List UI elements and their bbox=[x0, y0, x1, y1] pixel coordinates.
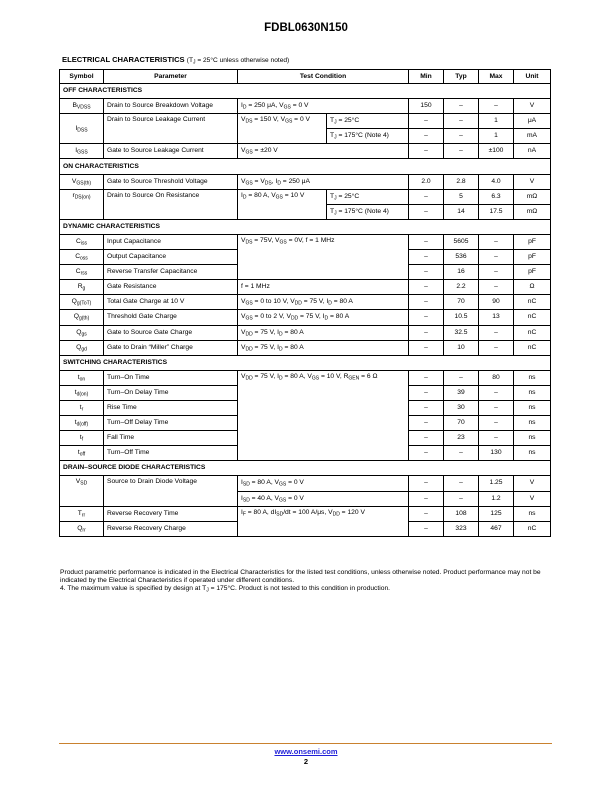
section-diode: DRAIN–SOURCE DIODE CHARACTERISTICS bbox=[60, 461, 551, 476]
cell-unit: pF bbox=[514, 265, 551, 280]
cell-symbol: $Q_{g(th)}$ bbox=[60, 310, 104, 325]
cell-symbol: $Q_{rr}$ bbox=[60, 521, 104, 536]
cell-unit: ns bbox=[514, 446, 551, 461]
cell-max: 1.25 bbox=[479, 476, 514, 491]
table-row bbox=[60, 506, 551, 521]
table-row bbox=[60, 144, 551, 159]
cell-max: – bbox=[479, 265, 514, 280]
cell-min: – bbox=[409, 506, 444, 521]
cell-condition: $V_{GS} = 0$ to 2 V, $V_{DD} = 75$ V, $I_D = 80$ A bbox=[238, 310, 409, 325]
cell-max: 130 bbox=[479, 446, 514, 461]
cell-parameter: Reverse Recovery Time bbox=[104, 506, 238, 521]
cell-unit: nC bbox=[514, 295, 551, 310]
cell-min: – bbox=[409, 295, 444, 310]
col-header-unit: Unit bbox=[514, 70, 551, 84]
cell-max: 1 bbox=[479, 114, 514, 129]
table-row bbox=[60, 114, 551, 129]
footer-divider bbox=[59, 743, 552, 744]
cell-symbol: $Q_{gd}$ bbox=[60, 340, 104, 355]
cell-condition: $V_{DS} = 150$ V, $V_{GS} = 0$ V bbox=[238, 114, 327, 144]
cell-symbol: $Q_{gs}$ bbox=[60, 325, 104, 340]
cell-min: – bbox=[409, 265, 444, 280]
cell-min: – bbox=[409, 204, 444, 219]
cell-symbol: $t_f$ bbox=[60, 431, 104, 446]
cell-condition: $V_{DS} = 75V$, $V_{GS} = 0V$, f = 1 MHz bbox=[238, 234, 409, 279]
cell-unit: ns bbox=[514, 431, 551, 446]
cell-unit: mΩ bbox=[514, 189, 551, 204]
table-row bbox=[60, 476, 551, 491]
cell-parameter: Drain to Source On Resistance bbox=[104, 189, 238, 219]
cell-parameter: Turn–On Delay Time bbox=[104, 385, 238, 400]
cell-symbol: $t_{d(off)}$ bbox=[60, 416, 104, 431]
cell-min: – bbox=[409, 325, 444, 340]
cell-max: – bbox=[479, 250, 514, 265]
cell-typ: 5 bbox=[444, 189, 479, 204]
table-title-condition: ($T_J = 25^\circ C$ unless otherwise noted) bbox=[186, 57, 290, 66]
table-row bbox=[60, 340, 551, 355]
cell-typ: – bbox=[444, 370, 479, 385]
cell-max: 13 bbox=[479, 310, 514, 325]
table-title bbox=[62, 55, 289, 64]
page-number: 2 bbox=[303, 757, 309, 766]
table-row bbox=[60, 370, 551, 385]
cell-unit: V bbox=[514, 174, 551, 189]
note-4: 4. The maximum value is specified by design at $T_J = 175^\circ C$. Product is not tested to this condition in production. bbox=[60, 585, 391, 594]
cell-min: – bbox=[409, 491, 444, 506]
cell-typ: 16 bbox=[444, 265, 479, 280]
cell-condition: $I_F = 80$ A, $dI_{SD}/dt = 100$ A/μs, $V_{DD} = 120$ V bbox=[238, 506, 409, 536]
cell-typ: – bbox=[444, 491, 479, 506]
cell-min: – bbox=[409, 340, 444, 355]
col-header-test-condition: Test Condition bbox=[238, 70, 409, 84]
cell-min: – bbox=[409, 521, 444, 536]
cell-parameter: Fall Time bbox=[104, 431, 238, 446]
cell-unit: nA bbox=[514, 144, 551, 159]
table-row bbox=[60, 189, 551, 204]
cell-condition: $V_{GS} = V_{DS}$, $I_D = 250$ μA bbox=[238, 174, 409, 189]
cell-max: 90 bbox=[479, 295, 514, 310]
cell-symbol: $C_{iss}$ bbox=[60, 234, 104, 249]
cell-max: 467 bbox=[479, 521, 514, 536]
cell-subcondition: $T_J = 25^\circ C$ bbox=[327, 114, 409, 129]
cell-unit: nC bbox=[514, 340, 551, 355]
cell-max: 6.3 bbox=[479, 189, 514, 204]
cell-symbol: $I_{GSS}$ bbox=[60, 144, 104, 159]
cell-unit: μA bbox=[514, 114, 551, 129]
cell-parameter: Total Gate Charge at 10 V bbox=[104, 295, 238, 310]
cell-min: – bbox=[409, 400, 444, 415]
cell-max: 80 bbox=[479, 370, 514, 385]
col-header-symbol: Symbol bbox=[60, 70, 104, 84]
table-row bbox=[60, 99, 551, 114]
cell-max: 17.5 bbox=[479, 204, 514, 219]
cell-max: – bbox=[479, 400, 514, 415]
cell-condition: $V_{GS} = \pm 20$ V bbox=[238, 144, 409, 159]
section-dynamic: DYNAMIC CHARACTERISTICS bbox=[60, 219, 551, 234]
cell-typ: 10 bbox=[444, 340, 479, 355]
cell-min: – bbox=[409, 310, 444, 325]
col-header-typ: Typ bbox=[444, 70, 479, 84]
cell-subcondition: $T_J = 175^\circ C$ (Note 4) bbox=[327, 129, 409, 144]
cell-min: – bbox=[409, 446, 444, 461]
cell-typ: 10.5 bbox=[444, 310, 479, 325]
table-title-text: ELECTRICAL CHARACTERISTICS bbox=[62, 55, 185, 64]
cell-parameter: Gate to Source Gate Charge bbox=[104, 325, 238, 340]
general-note: Product parametric performance is indicated in the Electrical Characteristics for the listed test conditions, unless otherwise noted. Product performance may not be indicated by the Electrical Characteristics if operated under different conditions. bbox=[60, 569, 541, 584]
cell-subcondition: $T_J = 175^\circ C$ (Note 4) bbox=[327, 204, 409, 219]
cell-condition: $V_{GS} = 0$ to 10 V, $V_{DD} = 75$ V, $I_D = 80$ A bbox=[238, 295, 409, 310]
cell-max: – bbox=[479, 99, 514, 114]
cell-condition: f = 1 MHz bbox=[238, 280, 409, 295]
cell-min: – bbox=[409, 189, 444, 204]
cell-typ: – bbox=[444, 114, 479, 129]
table-row bbox=[60, 310, 551, 325]
cell-max: – bbox=[479, 234, 514, 249]
cell-min: – bbox=[409, 431, 444, 446]
cell-symbol: $t_{off}$ bbox=[60, 446, 104, 461]
section-switching: SWITCHING CHARACTERISTICS bbox=[60, 355, 551, 370]
cell-min: 2.0 bbox=[409, 174, 444, 189]
section-off: OFF CHARACTERISTICS bbox=[60, 84, 551, 99]
cell-parameter: Input Capacitance bbox=[104, 234, 238, 249]
cell-parameter: Gate to Drain “Miller” Charge bbox=[104, 340, 238, 355]
cell-symbol: $t_r$ bbox=[60, 400, 104, 415]
cell-max: – bbox=[479, 416, 514, 431]
cell-max: 125 bbox=[479, 506, 514, 521]
cell-parameter: Gate to Source Leakage Current bbox=[104, 144, 238, 159]
cell-unit: ns bbox=[514, 416, 551, 431]
cell-max: – bbox=[479, 340, 514, 355]
cell-unit: V bbox=[514, 476, 551, 491]
cell-unit: ns bbox=[514, 400, 551, 415]
cell-symbol: $C_{rss}$ bbox=[60, 265, 104, 280]
cell-symbol: $Q_{g(ToT)}$ bbox=[60, 295, 104, 310]
cell-parameter: Reverse Recovery Charge bbox=[104, 521, 238, 536]
cell-symbol: $R_g$ bbox=[60, 280, 104, 295]
cell-subcondition: $T_J = 25^\circ C$ bbox=[327, 189, 409, 204]
cell-parameter: Turn–On Time bbox=[104, 370, 238, 385]
cell-max: – bbox=[479, 280, 514, 295]
cell-symbol: $C_{oss}$ bbox=[60, 250, 104, 265]
cell-min: – bbox=[409, 144, 444, 159]
cell-parameter: Threshold Gate Charge bbox=[104, 310, 238, 325]
cell-min: – bbox=[409, 234, 444, 249]
cell-symbol: $V_{SD}$ bbox=[60, 476, 104, 506]
cell-unit: nC bbox=[514, 310, 551, 325]
cell-condition: $I_D = 80$ A, $V_{GS} = 10$ V bbox=[238, 189, 327, 219]
cell-symbol: $t_{on}$ bbox=[60, 370, 104, 385]
page-header-part-number: FDBL0630N150 bbox=[264, 22, 348, 34]
cell-parameter: Drain to Source Breakdown Voltage bbox=[104, 99, 238, 114]
cell-condition: $I_{SD} = 80$ A, $V_{GS} = 0$ V bbox=[238, 476, 409, 491]
cell-typ: 39 bbox=[444, 385, 479, 400]
cell-typ: 2.8 bbox=[444, 174, 479, 189]
cell-min: – bbox=[409, 385, 444, 400]
cell-symbol: $T_{rr}$ bbox=[60, 506, 104, 521]
cell-max: 1 bbox=[479, 129, 514, 144]
cell-typ: 32.5 bbox=[444, 325, 479, 340]
cell-parameter: Output Capacitance bbox=[104, 250, 238, 265]
cell-parameter: Turn–Off Time bbox=[104, 446, 238, 461]
cell-max: – bbox=[479, 431, 514, 446]
cell-typ: 23 bbox=[444, 431, 479, 446]
cell-min: – bbox=[409, 280, 444, 295]
cell-unit: nC bbox=[514, 325, 551, 340]
cell-min: – bbox=[409, 129, 444, 144]
cell-typ: 30 bbox=[444, 400, 479, 415]
table-row bbox=[60, 280, 551, 295]
cell-unit: ns bbox=[514, 506, 551, 521]
cell-typ: 536 bbox=[444, 250, 479, 265]
section-on: ON CHARACTERISTICS bbox=[60, 159, 551, 174]
cell-typ: 14 bbox=[444, 204, 479, 219]
cell-min: – bbox=[409, 114, 444, 129]
cell-min: – bbox=[409, 416, 444, 431]
cell-max: 4.0 bbox=[479, 174, 514, 189]
cell-typ: – bbox=[444, 144, 479, 159]
cell-typ: 70 bbox=[444, 295, 479, 310]
cell-max: – bbox=[479, 325, 514, 340]
cell-typ: 70 bbox=[444, 416, 479, 431]
cell-typ: – bbox=[444, 129, 479, 144]
cell-typ: – bbox=[444, 446, 479, 461]
cell-condition: $V_{DD} = 75$ V, $I_D = 80$ A bbox=[238, 325, 409, 340]
cell-condition: $V_{DD} = 75$ V, $I_D = 80$ A, $V_{GS} = 10$ V, $R_{GEN} = 6$ Ω bbox=[238, 370, 409, 461]
cell-typ: 323 bbox=[444, 521, 479, 536]
cell-symbol: $r_{DS(on)}$ bbox=[60, 189, 104, 219]
table-row bbox=[60, 295, 551, 310]
cell-unit: pF bbox=[514, 250, 551, 265]
cell-condition: $V_{DD} = 75$ V, $I_D = 80$ A bbox=[238, 340, 409, 355]
cell-symbol: $I_{DSS}$ bbox=[60, 114, 104, 144]
cell-typ: 5605 bbox=[444, 234, 479, 249]
cell-typ: – bbox=[444, 476, 479, 491]
cell-min: – bbox=[409, 476, 444, 491]
col-header-parameter: Parameter bbox=[104, 70, 238, 84]
cell-condition: $I_{SD} = 40$ A, $V_{GS} = 0$ V bbox=[238, 491, 409, 506]
cell-symbol: $B_{VDSS}$ bbox=[60, 99, 104, 114]
cell-parameter: Turn–Off Delay Time bbox=[104, 416, 238, 431]
cell-typ: 108 bbox=[444, 506, 479, 521]
col-header-min: Min bbox=[409, 70, 444, 84]
cell-symbol: $t_{d(on)}$ bbox=[60, 385, 104, 400]
cell-min: 150 bbox=[409, 99, 444, 114]
cell-unit: V bbox=[514, 491, 551, 506]
cell-unit: nC bbox=[514, 521, 551, 536]
footer-website-link[interactable]: www.onsemi.com bbox=[274, 747, 338, 756]
cell-unit: pF bbox=[514, 234, 551, 249]
cell-unit: ns bbox=[514, 370, 551, 385]
cell-parameter: Drain to Source Leakage Current bbox=[104, 114, 238, 144]
table-row bbox=[60, 234, 551, 249]
cell-parameter: Source to Drain Diode Voltage bbox=[104, 476, 238, 506]
cell-unit: V bbox=[514, 99, 551, 114]
cell-parameter: Gate Resistance bbox=[104, 280, 238, 295]
table-row bbox=[60, 325, 551, 340]
electrical-characteristics-table bbox=[59, 69, 551, 537]
cell-min: – bbox=[409, 250, 444, 265]
cell-unit: mA bbox=[514, 129, 551, 144]
notes bbox=[60, 569, 552, 593]
cell-min: – bbox=[409, 370, 444, 385]
cell-parameter: Rise Time bbox=[104, 400, 238, 415]
cell-condition: $I_D = 250$ μA, $V_{GS} = 0$ V bbox=[238, 99, 409, 114]
cell-unit: mΩ bbox=[514, 204, 551, 219]
cell-max: 1.2 bbox=[479, 491, 514, 506]
cell-parameter: Gate to Source Threshold Voltage bbox=[104, 174, 238, 189]
cell-typ: 2.2 bbox=[444, 280, 479, 295]
cell-max: – bbox=[479, 385, 514, 400]
cell-symbol: $V_{GS(th)}$ bbox=[60, 174, 104, 189]
cell-typ: – bbox=[444, 99, 479, 114]
table-row bbox=[60, 174, 551, 189]
cell-unit: ns bbox=[514, 385, 551, 400]
cell-parameter: Reverse Transfer Capacitance bbox=[104, 265, 238, 280]
col-header-max: Max bbox=[479, 70, 514, 84]
cell-unit: Ω bbox=[514, 280, 551, 295]
cell-max: ±100 bbox=[479, 144, 514, 159]
table-header-row bbox=[60, 70, 551, 84]
